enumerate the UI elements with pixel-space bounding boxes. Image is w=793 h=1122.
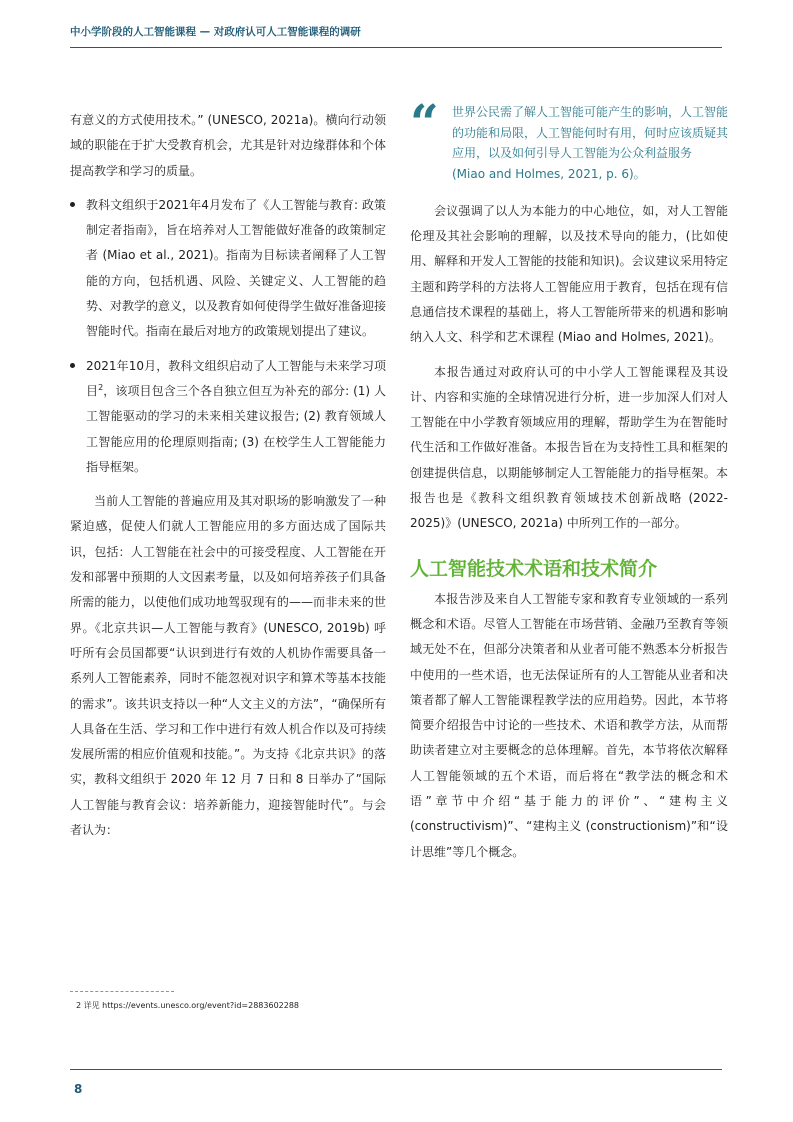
footnote: 2 详见 https://events.unesco.org/event?id=2883602288: [76, 1001, 300, 1010]
left-paragraph-2: 当前人工智能的普遍应用及其对职场的影响激发了一种紧迫感，促使人们就人工智能应用的多方面达成了国际共识，包括：人工智能在社会中的可接受程度、人工智能在开发和部署中预期的人文因素考量，以及如何培养孩子们具备所需的能力，以使他们成功地驾驭现有的——而非未来的世界。《北京共识—人工智能与教育》(UNESCO, 2019b) 呼吁所有会员国都要“认识到进行有效的人机协作需要具备一系列人工智能素养，同时不能忽视对识字和算术等基本技能的需求”。该共识支持以一种“人文主义的方法”，“确保所有人具备在生活、学习和工作中进行有效人机合作以及可持续发展所需的相应价值观和技能。”。为支持《北京共识》的落实，教科文组织于 2020 年 12 月 7 日和 8 日举办了”国际人工智能与教育会议：培养新能力，迎接智能时代”。与会者认为：: [70, 494, 386, 838]
right-paragraph-3: 本报告涉及来自人工智能专家和教育专业领域的一系列概念和术语。尽管人工智能在市场营销、金融乃至教育等领域无处不在，但部分决策者和从业者可能不熟悉本分析报告中使用的一些术语，也无法保证所有的人工智能从业者和决策者都了解人工智能课程教学法的应用趋势。因此，本节将简要介绍报告中讨论的一些技术、术语和教学方法，从而帮助读者建立对主要概念的总体理解。首先，本节将依次解释人工智能领域的五个术语，而后将在“教学法的概念和术语”章节中介绍“基于能力的评价”、“建构主义 (constructivism)”、“建构主义 (constructionism)”和“设计思维”等几个概念。: [410, 591, 728, 859]
bullet-text-2-end: ，该项目包含三个各自独立但互为补充的部分: (1) 人工智能驱动的学习的未来相关建议报告; (2) 教育领域人工智能应用的伦理原则指南; (3) 在校学生人工智能能力指导框架。: [86, 383, 386, 474]
left-paragraph-1: 有意义的方式使用技术。” (UNESCO, 2021a)。横向行动领域的职能在于扩大受教育机会，尤其是针对边缘群体和个体提高教学和学习的质量。: [70, 113, 386, 178]
bullet-text-2-start: 2021年10月，教科文组织启动了人工智能与未来学习项目: [86, 358, 386, 398]
section-heading: 人工智能技术术语和技术简介: [410, 557, 658, 580]
bullet-text-1: 教科文组织于2021年4月发布了《人工智能与教育: 政策制定者指南》，旨在培养对人工智能做好准备的政策制定者 (Miao et al., 2021)。指南为目标读者阐释了人工智能的方向，包括机遇、风险、关键定义、人工智能的趋势、对教学的意义，以及教育如何使得学生做好准备迎接智能时代。指南在最后对地方的政策规划提出了建议。: [86, 197, 387, 339]
running-header: 中小学阶段的人工智能课程 — 对政府认可人工智能课程的调研: [70, 26, 361, 38]
bullet-dot: [70, 202, 75, 207]
bullet-dot: [70, 363, 75, 368]
footnote-divider: [70, 991, 174, 992]
pull-quote: [410, 93, 729, 185]
footer-divider: [70, 1069, 722, 1070]
bullet-item-2: [70, 354, 386, 480]
bullet-text-2: [86, 354, 386, 480]
right-paragraph-1: 会议强调了以人为本能力的中心地位，如，对人工智能伦理及其社会影响的理解，以及技术导向的能力，(比如使用、解释和开发人工智能的技能和知识)。会议建议采用特定主题和跨学科的方法将人工智能应用于教育，包括在现有信息通信技术课程的基础上，将人工智能所带来的机遇和影响纳入人文、科学和艺术课程 (Miao and Holmes, 2021)。: [410, 203, 728, 345]
footnote-ref-2: 2: [98, 382, 104, 392]
quote-text: 世界公民需了解人工智能可能产生的影响，人工智能的功能和局限，人工智能何时有用，何时应该质疑其应用，以及如何引导人工智能为公众利益服务 (Miao and Holmes, 2021, p. 6)。: [452, 105, 729, 182]
right-paragraph-2: 本报告通过对政府认可的中小学人工智能课程及其设计、内容和实施的全球情况进行分析，进一步加深人们对人工智能在中小学教育领域应用的理解，帮助学生为在智能时代生活和工作做好准备。本报告旨在为支持性工具和框架的创建提供信息，以期能够制定人工智能能力的指导框架。本报告也是《教科文组织教育领域技术创新战略 (2022-2025)》(UNESCO, 2021a) 中所列工作的一部分。: [410, 364, 728, 531]
right-column: [410, 93, 729, 865]
page-number: 8: [74, 1082, 83, 1096]
left-column: [70, 108, 386, 843]
bullet-item-1: [70, 193, 386, 345]
quote-mark-icon: “: [410, 93, 435, 152]
header-divider: [70, 47, 722, 48]
